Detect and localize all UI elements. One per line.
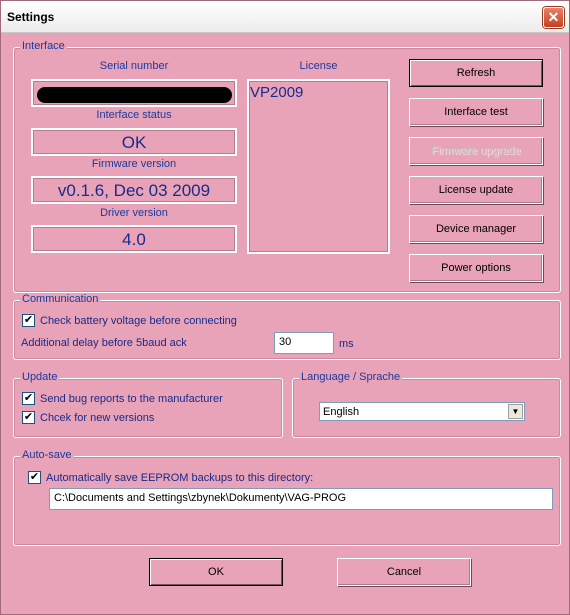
interface-status-field: OK <box>31 128 237 156</box>
close-icon[interactable]: ✕ <box>543 7 564 28</box>
check-battery-checkbox[interactable]: ✔ <box>23 314 34 326</box>
interface-status-label: Interface status <box>96 109 172 121</box>
delay-label: Additional delay before 5baud ack <box>21 337 187 349</box>
check-versions-label: Chcek for new versions <box>40 411 155 424</box>
autosave-group-label: Auto-save <box>22 449 72 461</box>
language-select[interactable] <box>319 402 525 421</box>
language-group-label: Language / Sprache <box>301 371 401 383</box>
refresh-button[interactable]: Refresh <box>409 59 543 87</box>
bug-reports-checkbox[interactable]: ✔ <box>23 392 34 404</box>
power-options-button[interactable]: Power options <box>409 254 543 282</box>
interface-group-label: Interface <box>22 40 65 52</box>
firmware-version-field: v0.1.6, Dec 03 2009 <box>31 176 237 204</box>
device-manager-button[interactable]: Device manager <box>409 215 543 243</box>
check-versions-checkbox[interactable]: ✔ <box>23 411 34 423</box>
auto-save-checkbox[interactable]: ✔ <box>29 471 40 483</box>
license-label: License <box>299 60 338 72</box>
language-selected-value: English <box>323 406 360 418</box>
driver-version-label: Driver version <box>100 207 168 219</box>
interface-test-button[interactable]: Interface test <box>409 98 543 126</box>
update-group-label: Update <box>22 371 58 383</box>
driver-version-field: 4.0 <box>31 225 237 253</box>
update-group <box>13 371 283 438</box>
delay-unit-label: ms <box>339 338 354 350</box>
firmware-version-label: Firmware version <box>91 158 177 170</box>
firmware-upgrade-button[interactable]: Firmware upgrade <box>409 137 543 165</box>
chevron-down-icon[interactable]: ▼ <box>508 404 523 419</box>
autosave-directory-input[interactable]: C:\Documents and Settings\zbynek\Dokumenty\VAG-PROG <box>49 488 553 510</box>
auto-save-label: Automatically save EEPROM backups to this directory: <box>46 471 314 484</box>
license-field: VP2009 <box>247 79 390 254</box>
bug-reports-label: Send bug reports to the manufacturer <box>40 392 223 405</box>
auto-save-row[interactable] <box>28 471 313 484</box>
title-bar[interactable] <box>1 1 569 33</box>
check-battery-row[interactable] <box>22 314 237 327</box>
cancel-button[interactable]: Cancel <box>337 558 471 586</box>
bug-reports-row[interactable] <box>22 392 223 405</box>
communication-group-label: Communication <box>22 293 99 305</box>
ok-button[interactable]: OK <box>149 558 283 586</box>
serial-redaction <box>37 87 232 103</box>
check-versions-row[interactable] <box>22 411 154 424</box>
serial-number-label: Serial number <box>99 60 169 72</box>
check-battery-label: Check battery voltage before connecting <box>40 314 237 327</box>
license-update-button[interactable]: License update <box>409 176 543 204</box>
serial-number-field <box>31 79 237 107</box>
window-title: Settings <box>7 10 55 24</box>
delay-input[interactable]: 30 <box>274 332 334 354</box>
